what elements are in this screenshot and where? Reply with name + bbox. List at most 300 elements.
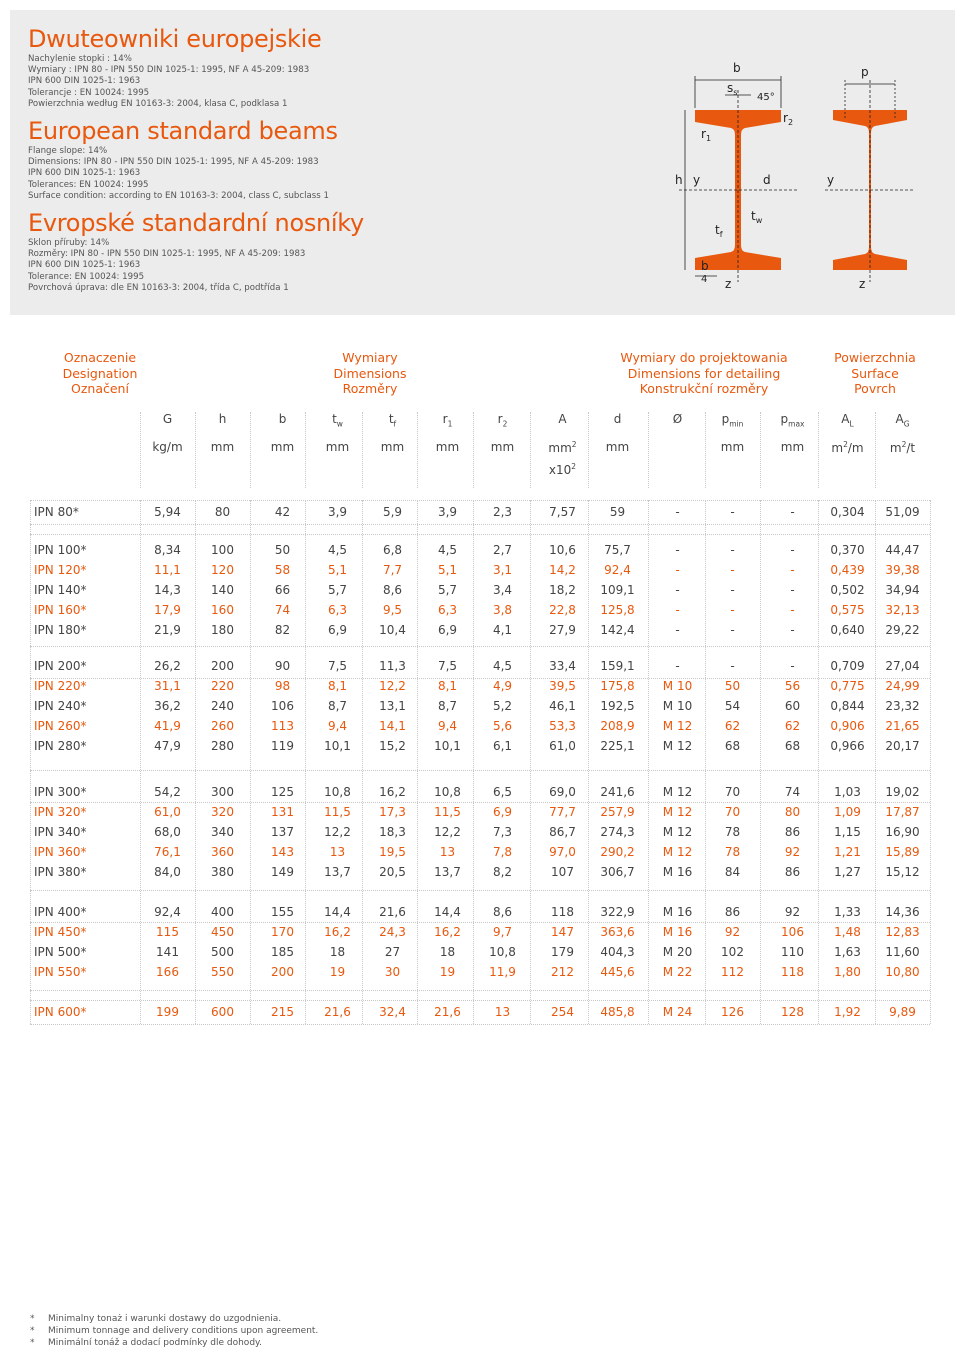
table-cell: 92	[724, 925, 741, 939]
group-dimensions: Wymiary Dimensions Rozměry	[333, 350, 407, 396]
table-cell: M 10	[662, 679, 693, 693]
table-cell: -	[675, 623, 680, 637]
column-divider	[588, 412, 589, 488]
table-cell: M 24	[662, 1005, 693, 1019]
table-cell: 20,17	[885, 739, 920, 753]
table-cell: 600	[211, 1005, 234, 1019]
table-cell: 7,5	[327, 659, 348, 673]
spec-line: Sklon příruby: 14%	[28, 238, 110, 249]
spec-line: Surface condition: according to EN 10163-3: 2004, class C, subclass 1	[28, 190, 329, 201]
beam-designation: IPN 160*	[34, 603, 87, 617]
table-cell: 16,2	[324, 925, 351, 939]
multiplier-row	[30, 462, 930, 482]
table-cell: -	[790, 583, 795, 597]
footnote: * Minimalny tonaż i warunki dostawy do uzgodnienia.	[30, 1314, 282, 1324]
table-cell: M 12	[662, 739, 693, 753]
spec-line: IPN 600 DIN 1025-1: 1963	[28, 260, 141, 271]
table-row	[30, 942, 930, 962]
beam-designation: IPN 320*	[34, 805, 87, 819]
table-cell: -	[730, 505, 735, 519]
table-cell: 34,94	[885, 583, 920, 597]
label-p: p	[861, 65, 869, 79]
column-symbol: G	[162, 412, 173, 426]
row-divider	[30, 1000, 930, 1001]
spec-line: Tolerancje : EN 10024: 1995	[28, 87, 150, 98]
table-cell: 42	[274, 505, 291, 519]
table-cell: 160	[211, 603, 234, 617]
table-cell: 1,92	[834, 1005, 861, 1019]
beam-designation: IPN 120*	[34, 563, 87, 577]
table-cell: 119	[271, 739, 294, 753]
beam-designation: IPN 80*	[34, 505, 79, 519]
label-tf: $t_f$	[715, 223, 723, 239]
table-cell: 39,38	[885, 563, 920, 577]
table-cell: 5,7	[437, 583, 458, 597]
spec-line: Povrchová úprava: dle EN 10163-3: 2004, třída C, podtřída 1	[28, 282, 289, 293]
table-cell: 16,90	[885, 825, 920, 839]
table-cell: -	[675, 543, 680, 557]
table-cell: M 12	[662, 845, 693, 859]
column-groups	[30, 350, 930, 402]
column-unit: mm	[380, 440, 405, 454]
table-cell: 257,9	[600, 805, 635, 819]
table-cell: 47,9	[154, 739, 181, 753]
table-cell: -	[675, 505, 680, 519]
beam-designation: IPN 280*	[34, 739, 87, 753]
table-cell: -	[790, 505, 795, 519]
table-cell: 14,36	[885, 905, 920, 919]
table-cell: 320	[211, 805, 234, 819]
table-cell: 115	[156, 925, 179, 939]
table-cell: 13,1	[379, 699, 406, 713]
table-cell: 0,640	[830, 623, 865, 637]
spec-line: IPN 600 DIN 1025-1: 1963	[28, 76, 141, 87]
table-cell: -	[675, 563, 680, 577]
table-cell: 92	[784, 845, 801, 859]
table-cell: 12,2	[434, 825, 461, 839]
table-cell: 39,5	[549, 679, 576, 693]
table-cell: 185	[271, 945, 294, 959]
label-h: h	[675, 173, 683, 187]
beam-designation: IPN 100*	[34, 543, 87, 557]
table-cell: 10,8	[324, 785, 351, 799]
table-cell: 4,9	[492, 679, 513, 693]
table-cell: 11,9	[489, 965, 516, 979]
table-cell: 14,4	[324, 905, 351, 919]
column-unit: $m^2/t$	[889, 440, 916, 455]
table-cell: -	[730, 583, 735, 597]
table-cell: 0,502	[830, 583, 865, 597]
table-cell: 17,9	[154, 603, 181, 617]
table-cell: 485,8	[600, 1005, 635, 1019]
table-cell: 58	[274, 563, 291, 577]
table-cell: -	[730, 543, 735, 557]
table-cell: 8,1	[437, 679, 458, 693]
table-cell: 131	[271, 805, 294, 819]
table-cell: M 16	[662, 925, 693, 939]
label-tw: $t_w$	[751, 209, 763, 225]
table-cell: 5,7	[327, 583, 348, 597]
table-cell: 6,3	[327, 603, 348, 617]
table-cell: 10,8	[489, 945, 516, 959]
table-cell: 29,22	[885, 623, 920, 637]
table-cell: 120	[211, 563, 234, 577]
table-cell: 59	[609, 505, 626, 519]
table-cell: 11,5	[324, 805, 351, 819]
table-cell: 106	[781, 925, 804, 939]
table-cell: 199	[156, 1005, 179, 1019]
table-cell: 19	[439, 965, 456, 979]
table-cell: 9,89	[889, 1005, 916, 1019]
table-cell: 36,2	[154, 699, 181, 713]
table-cell: 62	[784, 719, 801, 733]
table-cell: 0,966	[830, 739, 865, 753]
table-cell: 68	[784, 739, 801, 753]
table-cell: 5,1	[437, 563, 458, 577]
table-cell: 1,27	[834, 865, 861, 879]
header-block-en	[28, 116, 638, 202]
table-cell: 5,94	[154, 505, 181, 519]
table-cell: 200	[271, 965, 294, 979]
table-cell: 2,3	[492, 505, 513, 519]
beam-designation: IPN 220*	[34, 679, 87, 693]
table-cell: 166	[156, 965, 179, 979]
table-cell: 212	[551, 965, 574, 979]
table-cell: 44,47	[885, 543, 920, 557]
table-cell: 19	[329, 965, 346, 979]
table-cell: 7,8	[492, 845, 513, 859]
title-cz: Evropské standardní nosníky	[28, 209, 364, 238]
table-cell: 143	[271, 845, 294, 859]
table-cell: 30	[384, 965, 401, 979]
table-cell: 41,9	[154, 719, 181, 733]
beam-designation: IPN 240*	[34, 699, 87, 713]
table-row	[30, 802, 930, 822]
table-cell: 24,99	[885, 679, 920, 693]
table-cell: 92,4	[154, 905, 181, 919]
table-cell: 19,02	[885, 785, 920, 799]
table-cell: 97,0	[549, 845, 576, 859]
table-cell: 17,87	[885, 805, 920, 819]
label-y: y	[693, 173, 701, 187]
table-row	[30, 782, 930, 802]
table-cell: 10,6	[549, 543, 576, 557]
table-cell: 14,3	[154, 583, 181, 597]
unit-row	[30, 440, 930, 460]
label-s: $s_s$	[727, 81, 738, 97]
table-cell: 86	[784, 825, 801, 839]
label-b: b	[733, 61, 741, 75]
table-cell: 400	[211, 905, 234, 919]
spec-line: Tolerances: EN 10024: 1995	[28, 179, 149, 190]
column-unit: kg/m	[152, 440, 183, 454]
table-cell: 12,83	[885, 925, 920, 939]
table-cell: 4,5	[327, 543, 348, 557]
table-cell: 15,2	[379, 739, 406, 753]
column-unit: mm	[325, 440, 350, 454]
table-cell: 31,1	[154, 679, 181, 693]
table-cell: M 16	[662, 865, 693, 879]
table-cell: 254	[551, 1005, 574, 1019]
table-cell: 69,0	[549, 785, 576, 799]
table-cell: 1,80	[834, 965, 861, 979]
table-cell: 14,2	[549, 563, 576, 577]
footnote: * Minimum tonnage and delivery conditions upon agreement.	[30, 1326, 319, 1336]
table-cell: 27,9	[549, 623, 576, 637]
table-cell: 16,2	[434, 925, 461, 939]
table-cell: 10,1	[434, 739, 461, 753]
table-cell: 0,575	[830, 603, 865, 617]
row-divider	[30, 534, 930, 535]
table-cell: 98	[274, 679, 291, 693]
table-cell: 15,89	[885, 845, 920, 859]
table-cell: -	[730, 623, 735, 637]
spec-line: Nachylenie stopki : 14%	[28, 54, 132, 64]
beam-designation: IPN 380*	[34, 865, 87, 879]
table-cell: 322,9	[600, 905, 635, 919]
table-cell: 175,8	[600, 679, 635, 693]
table-cell: 8,6	[492, 905, 513, 919]
table-row	[30, 676, 930, 696]
table-row	[30, 902, 930, 922]
table-cell: 5,9	[382, 505, 403, 519]
table-cell: 66	[274, 583, 291, 597]
table-cell: 10,1	[324, 739, 351, 753]
table-cell: 8,7	[327, 699, 348, 713]
header-text	[28, 24, 638, 300]
table-cell: 137	[271, 825, 294, 839]
table-cell: 3,1	[492, 563, 513, 577]
table-cell: 118	[781, 965, 804, 979]
label-b4-num: b	[701, 259, 709, 273]
table-row	[30, 822, 930, 842]
header-block-pl	[28, 24, 638, 110]
beam-designation: IPN 200*	[34, 659, 87, 673]
table-cell: 15,12	[885, 865, 920, 879]
table-cell: 0,906	[830, 719, 865, 733]
row-divider	[30, 890, 930, 891]
table-cell: M 10	[662, 699, 693, 713]
table-cell: 20,5	[379, 865, 406, 879]
label-d: d	[763, 173, 771, 187]
column-unit: mm	[490, 440, 515, 454]
table-cell: 70	[724, 785, 741, 799]
footnote: * Minimální tonáž a dodací podmínky dle dohody.	[30, 1338, 262, 1348]
column-unit: mm	[270, 440, 295, 454]
table-cell: 21,65	[885, 719, 920, 733]
table-cell: 18,3	[379, 825, 406, 839]
table-cell: 6,1	[492, 739, 513, 753]
table-cell: M 12	[662, 785, 693, 799]
table-cell: 3,8	[492, 603, 513, 617]
table-cell: 86,7	[549, 825, 576, 839]
table-row	[30, 1002, 930, 1022]
column-symbol: $p_{min}$	[721, 412, 744, 429]
table-cell: 0,709	[830, 659, 865, 673]
table-cell: 21,6	[379, 905, 406, 919]
table-cell: 200	[211, 659, 234, 673]
spec-line: Tolerance: EN 10024: 1995	[28, 271, 145, 282]
table-cell: 1,09	[834, 805, 861, 819]
table-cell: 92,4	[604, 563, 631, 577]
table-cell: 14,4	[434, 905, 461, 919]
table-cell: 1,15	[834, 825, 861, 839]
dimension-lines	[679, 76, 915, 282]
column-unit: mm	[720, 440, 745, 454]
column-symbol: $r_1$	[442, 412, 453, 429]
table-row	[30, 656, 930, 676]
table-cell: 1,21	[834, 845, 861, 859]
table-cell: 106	[271, 699, 294, 713]
table-cell: M 22	[662, 965, 693, 979]
table-cell: 2,7	[492, 543, 513, 557]
table-cell: 147	[551, 925, 574, 939]
table-cell: 27,04	[885, 659, 920, 673]
table-cell: 76,1	[154, 845, 181, 859]
table-cell: 13,7	[324, 865, 351, 879]
table-cell: 80	[784, 805, 801, 819]
table-cell: 78	[724, 845, 741, 859]
table-cell: 360	[211, 845, 234, 859]
column-symbol: h	[218, 412, 227, 426]
table-cell: 23,32	[885, 699, 920, 713]
table-cell: 125	[271, 785, 294, 799]
table-cell: 21,6	[434, 1005, 461, 1019]
label-z2: z	[859, 277, 866, 291]
column-symbol: A	[558, 412, 567, 426]
table-cell: 450	[211, 925, 234, 939]
table-cell: 86	[784, 865, 801, 879]
table-cell: -	[790, 659, 795, 673]
table-cell: 215	[271, 1005, 294, 1019]
table-cell: 24,3	[379, 925, 406, 939]
column-symbol: $p_{max}$	[780, 412, 805, 429]
table-cell: 0,304	[830, 505, 865, 519]
table-cell: 56	[784, 679, 801, 693]
table-cell: 445,6	[600, 965, 635, 979]
row-divider	[30, 524, 930, 525]
column-symbol: $t_w$	[332, 412, 343, 429]
table-cell: 5,2	[492, 699, 513, 713]
table-row	[30, 540, 930, 560]
table-cell: 84,0	[154, 865, 181, 879]
spec-line: Dimensions: IPN 80 - IPN 550 DIN 1025-1: 1995, NF A 45-209: 1983	[28, 157, 319, 168]
table-cell: 306,7	[600, 865, 635, 879]
beam-cross-section-diagram	[665, 50, 935, 300]
table-cell: 363,6	[600, 925, 635, 939]
table-cell: 10,4	[379, 623, 406, 637]
spec-line: IPN 600 DIN 1025-1: 1963	[28, 168, 141, 179]
column-symbol: $A_L$	[841, 412, 854, 429]
table-row	[30, 560, 930, 580]
column-divider	[648, 412, 649, 488]
table-cell: 1,48	[834, 925, 861, 939]
table-cell: 7,7	[382, 563, 403, 577]
table-cell: 8,2	[492, 865, 513, 879]
table-cell: -	[675, 659, 680, 673]
table-cell: 128	[781, 1005, 804, 1019]
table-cell: 51,09	[885, 505, 920, 519]
table-cell: 26,2	[154, 659, 181, 673]
table-cell: 33,4	[549, 659, 576, 673]
beam-designation: IPN 260*	[34, 719, 87, 733]
table-cell: 86	[724, 905, 741, 919]
table-cell: -	[730, 659, 735, 673]
column-divider	[417, 412, 418, 488]
beam-designation: IPN 140*	[34, 583, 87, 597]
table-cell: 82	[274, 623, 291, 637]
table-cell: -	[675, 583, 680, 597]
column-divider	[140, 412, 141, 488]
table-cell: 7,57	[549, 505, 576, 519]
table-cell: 19,5	[379, 845, 406, 859]
table-cell: 3,9	[437, 505, 458, 519]
table-cell: 180	[211, 623, 234, 637]
table-cell: 70	[724, 805, 741, 819]
table-cell: 50	[724, 679, 741, 693]
table-cell: 11,60	[885, 945, 920, 959]
group-surface: Powierzchnia Surface Povrch	[834, 350, 916, 396]
table-cell: 220	[211, 679, 234, 693]
table-cell: 32,13	[885, 603, 920, 617]
table-cell: 4,5	[437, 543, 458, 557]
table-cell: 14,1	[379, 719, 406, 733]
table-cell: 5,1	[327, 563, 348, 577]
table-cell: 13	[494, 1005, 511, 1019]
beam-designation: IPN 500*	[34, 945, 87, 959]
table-cell: 125,8	[600, 603, 635, 617]
table-cell: 74	[784, 785, 801, 799]
table-cell: 10,8	[434, 785, 461, 799]
column-divider	[362, 412, 363, 488]
table-cell: 9,4	[437, 719, 458, 733]
table-cell: 3,4	[492, 583, 513, 597]
table-cell: -	[790, 603, 795, 617]
table-cell: M 12	[662, 825, 693, 839]
row-divider	[30, 770, 930, 771]
table-cell: 90	[274, 659, 291, 673]
table-cell: 1,03	[834, 785, 861, 799]
table-cell: 241,6	[600, 785, 635, 799]
table-cell: 74	[274, 603, 291, 617]
table-cell: 0,775	[830, 679, 865, 693]
table-cell: 6,8	[382, 543, 403, 557]
table-cell: 50	[274, 543, 291, 557]
spec-line: Wymiary : IPN 80 - IPN 550 DIN 1025-1: 1995, NF A 45-209: 1983	[28, 65, 310, 76]
table-row	[30, 922, 930, 942]
table-cell: 8,1	[327, 679, 348, 693]
table-cell: 46,1	[549, 699, 576, 713]
table-cell: 159,1	[600, 659, 635, 673]
label-r2: $r_2$	[783, 111, 794, 127]
table-cell: 12,2	[324, 825, 351, 839]
table-row	[30, 716, 930, 736]
table-cell: 13	[329, 845, 346, 859]
table-row	[30, 962, 930, 982]
table-cell: 11,3	[379, 659, 406, 673]
table-cell: M 12	[662, 719, 693, 733]
table-cell: 54,2	[154, 785, 181, 799]
table-cell: 100	[211, 543, 234, 557]
label-angle: 45°	[757, 92, 775, 103]
table-cell: 68,0	[154, 825, 181, 839]
row-divider	[30, 990, 930, 991]
table-cell: -	[790, 563, 795, 577]
beam-designation: IPN 400*	[34, 905, 87, 919]
table-cell: 54	[724, 699, 741, 713]
beam-designation: IPN 450*	[34, 925, 87, 939]
table-cell: 61,0	[154, 805, 181, 819]
